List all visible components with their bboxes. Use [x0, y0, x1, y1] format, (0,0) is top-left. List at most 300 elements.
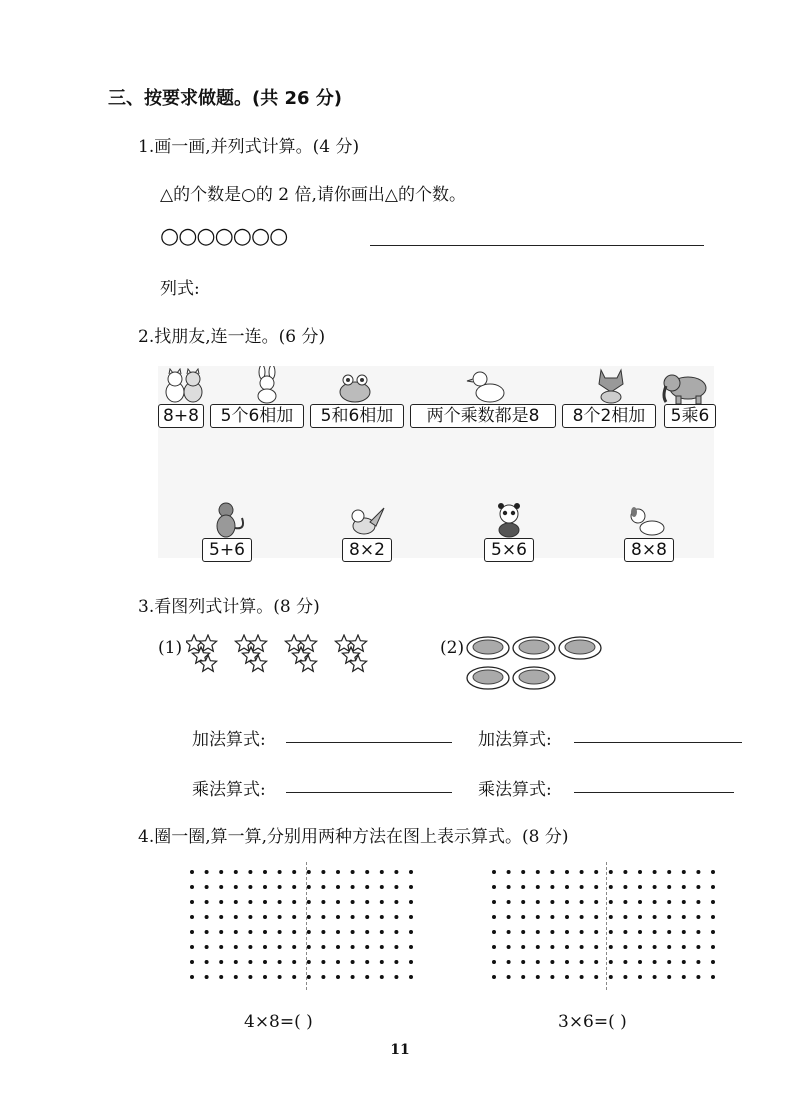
grid-dot [321, 870, 325, 874]
grid-dot [536, 915, 540, 919]
q3-add-answer-right[interactable] [574, 742, 742, 743]
grid-dot [507, 900, 511, 904]
grid-dot [394, 870, 398, 874]
grid-dot [565, 915, 569, 919]
grid-dot [638, 960, 642, 964]
grid-dot [336, 975, 340, 979]
grid-dot [321, 945, 325, 949]
cat-icon [160, 368, 206, 406]
plates-of-dumplings [466, 632, 616, 696]
grid-dot [711, 975, 715, 979]
grid-dot [580, 930, 584, 934]
grid-dot [351, 960, 355, 964]
q3-mul-label-left: 乘法算式: [192, 780, 266, 800]
grid-dot [507, 960, 511, 964]
grid-dot [594, 960, 598, 964]
grid-dot [380, 960, 384, 964]
grid-dot [365, 915, 369, 919]
grid-dot [682, 975, 686, 979]
grid-dot [580, 915, 584, 919]
fox-icon [588, 366, 634, 404]
grid-dot [536, 930, 540, 934]
star-groups [186, 634, 386, 680]
grid-dot [594, 885, 598, 889]
grid-dot [190, 915, 194, 919]
grid-dot [292, 945, 296, 949]
grid-dot [278, 960, 282, 964]
q4-left-equation: 4×8=( ) [244, 1012, 313, 1032]
card-top-3[interactable]: 5和6相加 [310, 404, 404, 428]
panda-icon [486, 500, 532, 538]
grid-dot [609, 930, 613, 934]
grid-dot [565, 930, 569, 934]
grid-dot [565, 870, 569, 874]
card-top-2[interactable]: 5个6相加 [210, 404, 304, 428]
grid-dot [521, 975, 525, 979]
grid-dot [550, 915, 554, 919]
q3-part2-label: (2) [440, 638, 465, 658]
grid-dot [409, 885, 413, 889]
grid-dot [248, 945, 252, 949]
grid-dot [609, 945, 613, 949]
grid-dot [711, 960, 715, 964]
rabbit-icon [244, 366, 290, 404]
grid-dot [248, 960, 252, 964]
grid-dot [550, 960, 554, 964]
grid-dot [696, 885, 700, 889]
q2-title: 2.找朋友,连一连。(6 分) [138, 327, 326, 347]
grid-dot [667, 915, 671, 919]
grid-dot [682, 960, 686, 964]
grid-dot [205, 870, 209, 874]
grid-dot [321, 960, 325, 964]
grid-dot [696, 975, 700, 979]
grid-dot [365, 930, 369, 934]
grid-dot [696, 915, 700, 919]
grid-dot [205, 930, 209, 934]
grid-dot [667, 945, 671, 949]
grid-dot [492, 930, 496, 934]
grid-dot [667, 900, 671, 904]
grid-dot [580, 960, 584, 964]
grid-dot [623, 945, 627, 949]
grid-dot [278, 915, 282, 919]
grid-dot [696, 870, 700, 874]
grid-dot [263, 960, 267, 964]
grid-dot [711, 930, 715, 934]
grid-dot [307, 945, 311, 949]
grid-dot [594, 930, 598, 934]
grid-dot [307, 915, 311, 919]
grid-dot [307, 975, 311, 979]
grid-dot [409, 900, 413, 904]
plate-icon [513, 637, 555, 659]
grid-dot [380, 870, 384, 874]
grid-dot [507, 915, 511, 919]
grid-dot [682, 945, 686, 949]
dog-icon [624, 502, 670, 540]
grid-dot [263, 885, 267, 889]
section-title: 三、按要求做题。(共 26 分) [108, 88, 343, 109]
grid-dot [653, 870, 657, 874]
grid-dot [550, 945, 554, 949]
grid-dot [248, 870, 252, 874]
grid-dot [219, 870, 223, 874]
grid-dot [550, 930, 554, 934]
q1-title: 1.画一画,并列式计算。(4 分) [138, 137, 360, 157]
grid-dot [492, 960, 496, 964]
grid-dot [307, 900, 311, 904]
grid-dot [609, 915, 613, 919]
grid-dot [380, 915, 384, 919]
grid-dot [234, 945, 238, 949]
grid-dot [190, 945, 194, 949]
grid-dot [594, 870, 598, 874]
grid-left-divider [306, 862, 307, 990]
grid-dot [380, 930, 384, 934]
grid-dot [351, 945, 355, 949]
grid-dot [394, 945, 398, 949]
grid-dot [638, 870, 642, 874]
grid-dot [205, 885, 209, 889]
q1-formula-label: 列式: [160, 279, 200, 299]
card-bottom-4[interactable]: 8×8 [624, 538, 674, 562]
grid-dot [653, 945, 657, 949]
q3-add-answer-left[interactable] [286, 742, 452, 743]
grid-dot [409, 915, 413, 919]
grid-dot [234, 870, 238, 874]
grid-dot [292, 900, 296, 904]
grid-dot [580, 870, 584, 874]
grid-dot [292, 975, 296, 979]
grid-dot [409, 870, 413, 874]
frog-icon [332, 368, 378, 406]
plate-icon [559, 637, 601, 659]
grid-dot [336, 900, 340, 904]
grid-dot [219, 930, 223, 934]
grid-dot [667, 930, 671, 934]
grid-dot [205, 900, 209, 904]
grid-dot [336, 930, 340, 934]
grid-dot [550, 900, 554, 904]
grid-dot [507, 975, 511, 979]
grid-dot [609, 885, 613, 889]
grid-dot [409, 930, 413, 934]
grid-dot [263, 870, 267, 874]
grid-dot [492, 885, 496, 889]
grid-dot [507, 870, 511, 874]
grid-dot [521, 930, 525, 934]
q3-add-label-right: 加法算式: [478, 730, 552, 750]
grid-dot [321, 900, 325, 904]
grid-dot [623, 960, 627, 964]
grid-dot [682, 900, 686, 904]
q1-drawing-line[interactable] [370, 245, 704, 246]
card-bottom-2[interactable]: 8×2 [342, 538, 392, 562]
grid-dot [536, 900, 540, 904]
grid-dot [507, 945, 511, 949]
grid-dot [409, 975, 413, 979]
grid-dot [682, 930, 686, 934]
grid-dot [190, 900, 194, 904]
duck-icon [464, 366, 510, 404]
bird-icon [344, 502, 390, 540]
card-top-5[interactable]: 8个2相加 [562, 404, 656, 428]
q1-circles: ○○○○○○○ [160, 224, 288, 249]
grid-dot [248, 975, 252, 979]
grid-dot [394, 975, 398, 979]
grid-dot [380, 945, 384, 949]
grid-dot [521, 960, 525, 964]
grid-dot [278, 870, 282, 874]
grid-dot [292, 930, 296, 934]
q4-right-equation: 3×6=( ) [558, 1012, 627, 1032]
grid-dot [248, 915, 252, 919]
grid-dot [219, 885, 223, 889]
grid-dot [609, 975, 613, 979]
grid-dot [492, 915, 496, 919]
grid-dot [682, 885, 686, 889]
grid-dot [321, 915, 325, 919]
grid-dot [234, 885, 238, 889]
grid-dot [380, 900, 384, 904]
grid-dot [234, 975, 238, 979]
grid-dot [711, 885, 715, 889]
grid-dot [594, 915, 598, 919]
plate-icon [467, 667, 509, 689]
grid-dot [365, 945, 369, 949]
grid-dot [190, 885, 194, 889]
grid-dot [594, 975, 598, 979]
grid-dot [365, 960, 369, 964]
q3-mul-answer-right[interactable] [574, 792, 734, 793]
grid-dot [565, 900, 569, 904]
grid-dot [336, 915, 340, 919]
monkey-icon [206, 500, 252, 538]
grid-dot [190, 930, 194, 934]
grid-dot [394, 915, 398, 919]
grid-dot [580, 885, 584, 889]
plate-icon [513, 667, 555, 689]
grid-dot [638, 885, 642, 889]
grid-dot [292, 885, 296, 889]
grid-dot [580, 900, 584, 904]
grid-dot [394, 930, 398, 934]
grid-dot [307, 870, 311, 874]
grid-dot [248, 885, 252, 889]
grid-dot [711, 900, 715, 904]
card-bottom-3[interactable]: 5×6 [484, 538, 534, 562]
grid-dot [638, 900, 642, 904]
grid-dot [219, 945, 223, 949]
grid-dot [711, 915, 715, 919]
grid-dot [492, 975, 496, 979]
grid-dot [623, 975, 627, 979]
card-top-1[interactable]: 8+8 [158, 404, 204, 428]
q4-title: 4.圈一圈,算一算,分别用两种方法在图上表示算式。(8 分) [138, 827, 569, 847]
grid-dot [278, 900, 282, 904]
grid-dot [351, 900, 355, 904]
grid-dot [550, 975, 554, 979]
grid-dot [409, 945, 413, 949]
grid-dot [278, 885, 282, 889]
grid-dot [292, 870, 296, 874]
grid-dot [263, 915, 267, 919]
grid-dot [536, 885, 540, 889]
grid-dot [492, 945, 496, 949]
q3-title: 3.看图列式计算。(8 分) [138, 597, 320, 617]
card-bottom-1[interactable]: 5+6 [202, 538, 252, 562]
grid-dot [278, 930, 282, 934]
grid-dot [565, 885, 569, 889]
grid-dot [609, 960, 613, 964]
q3-mul-answer-left[interactable] [286, 792, 452, 793]
grid-dot [667, 870, 671, 874]
grid-dot [248, 930, 252, 934]
grid-dot [219, 960, 223, 964]
plate-icon [467, 637, 509, 659]
grid-dot [234, 915, 238, 919]
grid-dot [653, 885, 657, 889]
grid-dot [351, 975, 355, 979]
grid-dot [321, 885, 325, 889]
grid-dot [711, 870, 715, 874]
grid-dot [321, 975, 325, 979]
grid-dot [638, 930, 642, 934]
grid-dot [292, 960, 296, 964]
grid-dot [521, 870, 525, 874]
grid-dot [507, 885, 511, 889]
dot-grid-right[interactable] [488, 866, 728, 986]
grid-dot [521, 945, 525, 949]
grid-dot [580, 945, 584, 949]
grid-dot [638, 945, 642, 949]
grid-dot [365, 975, 369, 979]
grid-dot [623, 915, 627, 919]
grid-dot [190, 870, 194, 874]
grid-dot [263, 930, 267, 934]
grid-dot [653, 930, 657, 934]
grid-dot [580, 975, 584, 979]
grid-dot [536, 960, 540, 964]
grid-dot [609, 900, 613, 904]
grid-dot [263, 945, 267, 949]
grid-dot [278, 945, 282, 949]
grid-dot [492, 870, 496, 874]
grid-dot [321, 930, 325, 934]
grid-dot [521, 900, 525, 904]
grid-dot [623, 930, 627, 934]
grid-dot [696, 960, 700, 964]
grid-dot [307, 930, 311, 934]
grid-dot [336, 960, 340, 964]
grid-dot [190, 960, 194, 964]
grid-dot [536, 945, 540, 949]
grid-dot [653, 915, 657, 919]
grid-dot [219, 975, 223, 979]
grid-dot [365, 900, 369, 904]
grid-dot [219, 915, 223, 919]
grid-dot [711, 945, 715, 949]
grid-dot [696, 945, 700, 949]
grid-dot [550, 870, 554, 874]
grid-dot [682, 915, 686, 919]
grid-dot [205, 945, 209, 949]
grid-dot [234, 960, 238, 964]
grid-dot [351, 885, 355, 889]
grid-dot [638, 975, 642, 979]
grid-dot [336, 885, 340, 889]
grid-dot [521, 915, 525, 919]
grid-dot [565, 960, 569, 964]
q3-mul-label-right: 乘法算式: [478, 780, 552, 800]
grid-dot [380, 975, 384, 979]
page-number: 11 [390, 1042, 410, 1058]
grid-dot [550, 885, 554, 889]
grid-dot [492, 900, 496, 904]
grid-dot [336, 945, 340, 949]
grid-dot [351, 930, 355, 934]
grid-dot [394, 900, 398, 904]
grid-dot [351, 915, 355, 919]
grid-dot [653, 960, 657, 964]
q3-add-label-left: 加法算式: [192, 730, 266, 750]
grid-dot [536, 870, 540, 874]
grid-dot [234, 930, 238, 934]
card-top-4[interactable]: 两个乘数都是8 [410, 404, 556, 428]
grid-dot [219, 900, 223, 904]
grid-dot [248, 900, 252, 904]
grid-dot [263, 900, 267, 904]
grid-dot [594, 945, 598, 949]
grid-dot [653, 975, 657, 979]
grid-dot [190, 975, 194, 979]
grid-dot [609, 870, 613, 874]
grid-dot [278, 975, 282, 979]
grid-dot [696, 900, 700, 904]
grid-dot [623, 900, 627, 904]
grid-dot [653, 900, 657, 904]
grid-dot [623, 885, 627, 889]
grid-dot [565, 945, 569, 949]
q1-instruction: △的个数是○的 2 倍,请你画出△的个数。 [160, 185, 467, 205]
grid-dot [696, 930, 700, 934]
grid-dot [307, 885, 311, 889]
grid-dot [667, 960, 671, 964]
grid-dot [234, 900, 238, 904]
grid-dot [365, 885, 369, 889]
grid-dot [365, 870, 369, 874]
grid-dot [623, 870, 627, 874]
q3-part1-label: (1) [158, 638, 183, 658]
grid-dot [594, 900, 598, 904]
grid-dot [205, 960, 209, 964]
grid-dot [292, 915, 296, 919]
grid-dot [307, 960, 311, 964]
grid-dot [682, 870, 686, 874]
grid-dot [565, 975, 569, 979]
card-top-6[interactable]: 5乘6 [664, 404, 716, 428]
grid-dot [667, 885, 671, 889]
grid-dot [667, 975, 671, 979]
grid-dot [536, 975, 540, 979]
grid-dot [380, 885, 384, 889]
grid-dot [263, 975, 267, 979]
grid-dot [394, 885, 398, 889]
grid-dot [521, 885, 525, 889]
grid-dot [409, 960, 413, 964]
grid-right-divider [606, 862, 607, 990]
